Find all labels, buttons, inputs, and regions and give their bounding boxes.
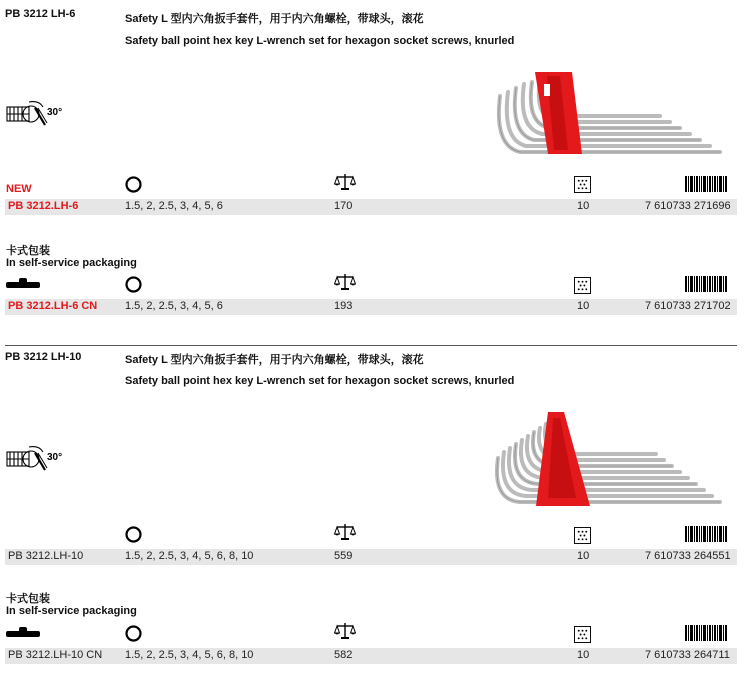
product-image xyxy=(490,408,735,508)
title-zh: Safety L 型内六角扳手套件，用于内六角螺栓，带球头，滚花 xyxy=(125,13,424,25)
item-number: PB 3212.LH-10 CN xyxy=(8,649,103,661)
scale-icon xyxy=(334,622,356,640)
title-en: Safety ball point hex key L-wrench set for hexagon socket screws, knurled xyxy=(125,35,515,47)
sizes: 1.5, 2, 2.5, 3, 4, 5, 6, 8, 10 xyxy=(125,649,254,661)
sizes: 1.5, 2, 2.5, 3, 4, 5, 6 xyxy=(125,300,223,312)
quantity-dots-icon xyxy=(574,527,591,544)
title-zh: Safety L 型内六角扳手套件，用于内六角螺栓，带球头，滚花 xyxy=(125,354,424,366)
table-row xyxy=(5,299,737,315)
product-code: PB 3212 LH-10 xyxy=(5,351,82,363)
weight: 193 xyxy=(334,300,353,312)
weight: 170 xyxy=(334,200,353,212)
item-number: PB 3212.LH-10 xyxy=(8,550,84,562)
package-icon xyxy=(6,277,40,289)
sizes: 1.5, 2, 2.5, 3, 4, 5, 6, 8, 10 xyxy=(125,550,254,562)
pack-label-zh: 卡式包装 xyxy=(6,593,50,605)
scale-icon xyxy=(334,173,356,191)
product-code: PB 3212 LH-6 xyxy=(5,8,76,20)
new-badge: NEW xyxy=(6,183,32,195)
item-number: PB 3212.LH-6 CN xyxy=(8,300,98,312)
product-image xyxy=(490,66,730,166)
item-number: PB 3212.LH-6 xyxy=(8,200,79,212)
pack-label-zh: 卡式包装 xyxy=(6,245,50,257)
scale-icon xyxy=(334,273,356,291)
hexagon-icon xyxy=(125,276,142,293)
quantity-dots-icon xyxy=(574,626,591,643)
quantity: 10 xyxy=(577,649,590,661)
table-row xyxy=(5,199,737,215)
weight: 582 xyxy=(334,649,353,661)
ean-code: 7 610733 271696 xyxy=(645,200,731,212)
title-en: Safety ball point hex key L-wrench set for hexagon socket screws, knurled xyxy=(125,375,515,387)
sizes: 1.5, 2, 2.5, 3, 4, 5, 6 xyxy=(125,200,223,212)
barcode-icon xyxy=(685,276,728,292)
section-divider xyxy=(5,345,737,346)
ean-code: 7 610733 271702 xyxy=(645,300,731,312)
barcode-icon xyxy=(685,526,728,542)
pack-label-en: In self-service packaging xyxy=(6,605,137,617)
quantity: 10 xyxy=(577,300,590,312)
weight: 559 xyxy=(334,550,353,562)
barcode-icon xyxy=(685,176,728,192)
barcode-icon xyxy=(685,625,728,641)
quantity: 10 xyxy=(577,200,590,212)
table-row xyxy=(5,549,737,565)
table-row xyxy=(5,648,737,664)
quantity-dots-icon xyxy=(574,176,591,193)
hexagon-icon xyxy=(125,526,142,543)
scale-icon xyxy=(334,523,356,541)
hexagon-icon xyxy=(125,625,142,642)
hexagon-icon xyxy=(125,176,142,193)
ean-code: 7 610733 264551 xyxy=(645,550,731,562)
quantity-dots-icon xyxy=(574,277,591,294)
pack-label-en: In self-service packaging xyxy=(6,257,137,269)
quantity: 10 xyxy=(577,550,590,562)
ball-angle-icon xyxy=(5,440,69,480)
ean-code: 7 610733 264711 xyxy=(645,649,730,661)
ball-angle-icon xyxy=(5,95,69,135)
package-icon xyxy=(6,626,40,638)
